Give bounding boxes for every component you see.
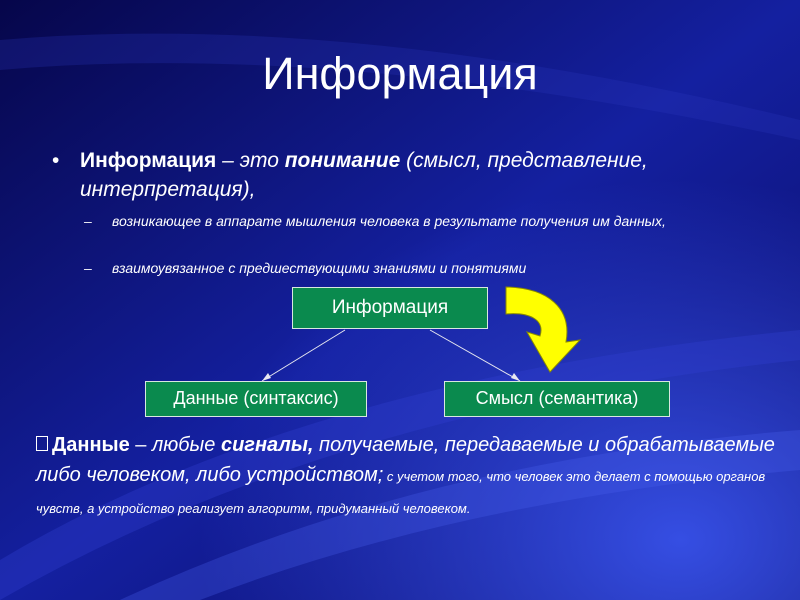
bullet-marker: • bbox=[52, 149, 60, 172]
data-text-1: любые bbox=[151, 434, 221, 456]
info-box: Информация bbox=[292, 287, 488, 329]
bullet-dash-text: – это bbox=[216, 149, 285, 172]
data-text-2: получаемые, передаваемые и обрабатываемые либо человеком, либо устройством; bbox=[36, 434, 775, 486]
checkbox-icon bbox=[36, 436, 48, 451]
data-dash: – bbox=[129, 434, 152, 456]
meaning-semantics-box: Смысл (семантика) bbox=[444, 381, 670, 417]
data-term: Данные bbox=[52, 434, 130, 456]
data-key: сигналы, bbox=[220, 434, 314, 456]
bullet-rest: (смысл, представление, интерпретация), bbox=[80, 149, 648, 201]
bullet-key: понимание bbox=[284, 149, 401, 172]
sub-item-text: взаимоувязанное с предшествующими знаниями и понятиями bbox=[112, 260, 527, 276]
data-small-text: с учетом того, что человек это делает с помощью органов чувств, а устройство реализует алгоритм, придуманный человеком. bbox=[36, 469, 766, 516]
bullet-term: Информация bbox=[80, 149, 217, 172]
slide-title: Информация bbox=[262, 48, 538, 99]
sub-marker: – bbox=[84, 213, 92, 229]
sub-marker: – bbox=[84, 260, 92, 276]
sub-item-text: возникающее в аппарате мышления человека в результате получения им данных, bbox=[112, 213, 666, 229]
bullet-text bbox=[80, 146, 680, 204]
data-syntax-box: Данные (синтаксис) bbox=[145, 381, 367, 417]
data-definition bbox=[36, 430, 776, 524]
